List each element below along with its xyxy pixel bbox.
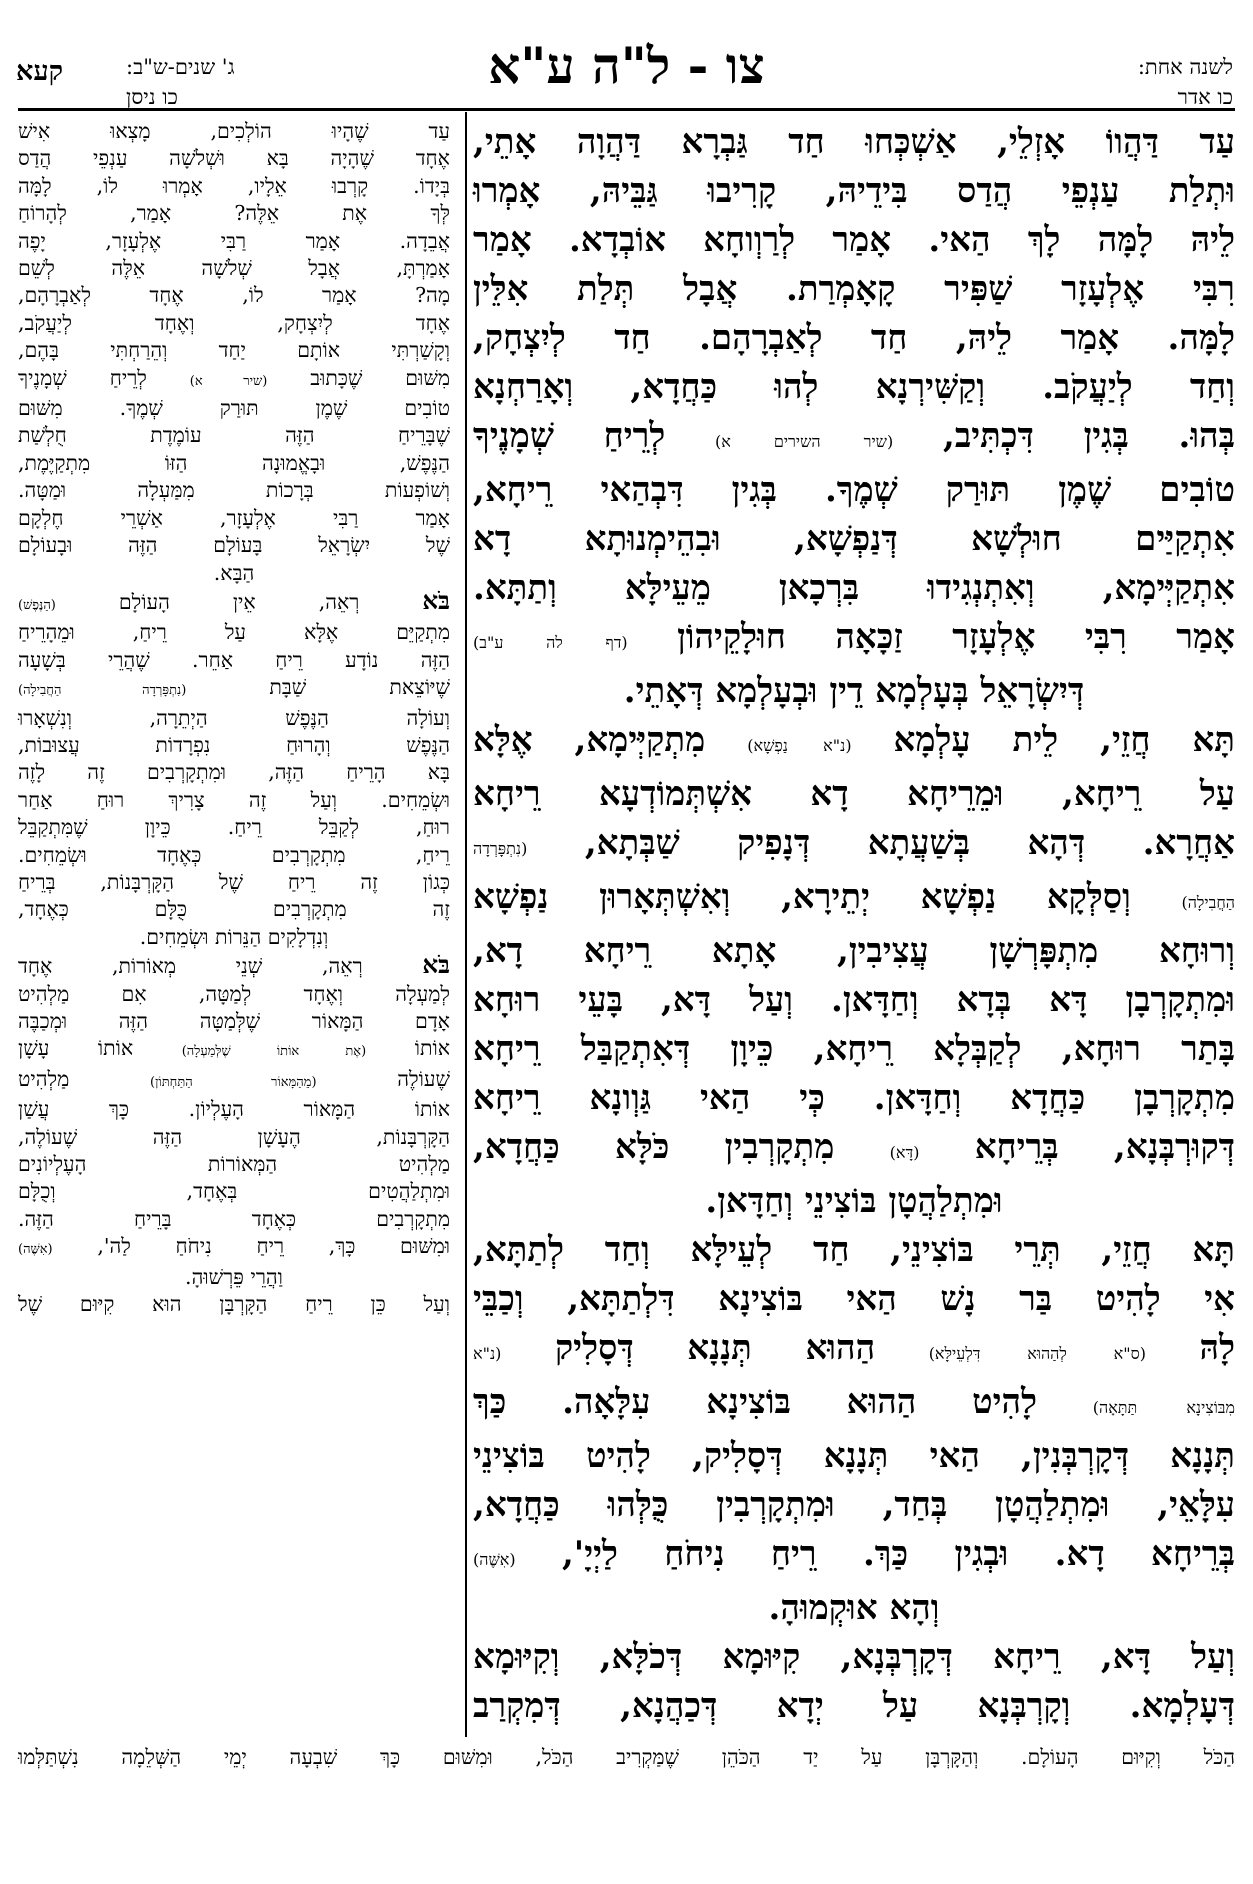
- translation-line: בֹּא רְאֵה, אֵין הָעוֹלָם (הַנֶּפֶשׁ): [18, 585, 450, 615]
- translation-line: זֶה מִתְקָרְבִים כֻּלָּם כְּאֶחָד,: [18, 897, 450, 922]
- text-line: דְּעָלְמָא. וְקָרְבְּנָא עַל יְדָא דְּכַהֲנָא, דְּמִקְרַב: [473, 1686, 1235, 1726]
- text-line: מִתְקָרְבָן כַּחֲדָא וְחַדָּאן. כְּי הַאי גַּוְונָא רֵיחָא: [473, 1078, 1235, 1118]
- one-year-label: לשנה אחת:: [1137, 55, 1233, 79]
- text-line: עִלָּאֵי, וּמִתְלַהֲטָן בְּחַד, וּמִתְקָרְבִין כֻּלְּהוּ כַּחֲדָא,: [473, 1485, 1235, 1525]
- translation-line: וְקָשַׁרְתִּי אוֹתָם יַחַד וְהֵרַחְתִּי בָּהֶם,: [18, 338, 450, 363]
- text-line: אִתְקַיַּים חוּלְשָׁא דְּנַפְשָׁא, וּבִהֵימְנוּתָא דָא: [473, 519, 1235, 559]
- text-line: וּתְלַת עַנְפֵי הֲדַס בִּידֵיהּ, קָרִיבוּ גַּבֵּיהּ, אָמְרוּ: [473, 171, 1235, 211]
- text-line: רִבִּי אֶלְעָזָר שַׁפִּיר קָאָמְרַת. אֲבָל תְּלַת אִלֵּין: [473, 269, 1235, 309]
- text-line: לָהּ (ס"א לְהַהוּא דִּלְעֵילָּא) הַהוּא תְּנָנָא דְּסָלִיק (נ"א: [473, 1328, 1235, 1368]
- translation-line: שֶׁעוֹלֶה (מֵהַמָּאוֹר הַתַּחְתּוֹן) מַלְהִיט: [18, 1066, 450, 1091]
- translation-line: הַבָּא.: [213, 560, 255, 585]
- translation-line: אָדָם הַמָּאוֹר שֶׁלְּמַטָּה הַזֶּה וּמְכַבֶּה: [18, 1009, 450, 1033]
- page-number: קעא: [16, 56, 64, 87]
- citation-note: (אִשֶּׁה): [473, 1550, 516, 1569]
- translation-line: וְעוֹלָה הַנֶּפֶשׁ הַיְתֵרָה, וְנִשְׁאָרוּ: [18, 705, 450, 730]
- three-year-label: ג' שנים-ש"ב:: [126, 55, 235, 79]
- text-line: בְּהוּ. בְּגִין דִּכְתִּיב, (שיר השירים א) לְרֵיחַ שְׁמָנֶיךָ: [473, 416, 1235, 456]
- text-line: אָמַר רִבִּי אֶלְעָזָר זַכָּאָה חוּלָקֵיהוֹן (דף לה ע"ב): [473, 617, 1235, 657]
- citation-note: (שיר א): [189, 373, 268, 389]
- text-line: לָמָּה. אָמַר לֵיהּ, חַד לְאַבְרָהָם. חַד לְיִצְחָק,: [473, 318, 1235, 358]
- text-line: עַל רֵיחָא, וּמֵרֵיחָא דָא אִשְׁתְּמוֹדְעָא רֵיחָא: [473, 774, 1235, 814]
- citation-note: (שיר השירים א): [715, 432, 894, 451]
- citation-note: (נִתְפָּרְדָה: [473, 839, 528, 858]
- page-title: צו - ל"ה ע"א: [488, 36, 765, 95]
- translation-line: אוֹתוֹ הַמָּאוֹר הָעֶלְיוֹן. כָּךְ עֲשַׁן: [18, 1097, 450, 1122]
- translation-line: וְעַל כֵּן רֵיחַ הַקָּרְבָּן הוּא קִיּוּם שֶׁל: [18, 1292, 450, 1317]
- text-line: וּמִתְלַהֲטָן בּוֹצִינֵי וְחַדָּאן.: [705, 1181, 1003, 1221]
- translation-line: אֲבֵדָה. אָמַר רַבִּי אֶלְעָזָר, יָפֶה: [18, 228, 450, 253]
- translation-line: מַלְהִיט הַמְּאוֹרוֹת הָעֶלְיוֹנִים: [18, 1152, 450, 1177]
- translation-line: לְּךָ אֶת אֵלֶּה? אָמַר, לְהָרוֹחַ: [18, 201, 450, 226]
- opening-word: בֹּא: [422, 585, 450, 615]
- text-line: דְּקוּרְבְּנָא, בְּרֵיחָא (דָּא) מִתְקָרְבִין כֹּלָּא כַּחֲדָא,: [473, 1127, 1235, 1167]
- text-line: הַחֲבִילָה) וְסַלְּקָא נַפְשָׁא יְתֵירָא, וְאִשְׁתְּאָרוּן נַפְשָׁא: [473, 877, 1235, 917]
- citation-note: (נ"א: [473, 1344, 502, 1363]
- text-line: בְּרֵיחָא דָא. וּבְגִין כַּךְ. רֵיחַ נִיחֹחַ לַיְיָ', (אִשֶּׁה): [473, 1534, 1235, 1574]
- text-line: עַד דַּהֲווֹ אָזְלֵי, אַשְׁכְּחוּ חַד גַּבְרָא דַּהֲוָה אָתֵי,: [473, 122, 1235, 162]
- text-line: לֵיהּ לָמָּה לָךְ הַאי. אָמַר לְרַוְוחָא אוֹבְדָא. אָמַר: [473, 220, 1235, 260]
- text-line: וְחַד לְיַעֲקֹב. וְקַשִּׁירְנָא לְהוּ כַּחֲדָא, וְאָרַחְנָא: [473, 367, 1235, 407]
- text-line: אַחֲרָא. דְּהָא בְּשַׁעֲתָא דְּנָפִיק שַׁבְּתָא, (נִתְפָּרְדָה: [473, 823, 1235, 863]
- opening-word: בֹּא: [422, 950, 450, 980]
- translation-line: וּמִתְלַהֲטִים בְּאֶחָד, וְכֻלָּם: [18, 1179, 450, 1204]
- text-line: תָּא חֲזֵי, לֵית עָלְמָא (נ"א נַפְשָׁא) מִתְקַיְּימָא, אֶלָּא: [473, 720, 1236, 760]
- column-divider: [465, 112, 467, 1737]
- hebrew-translation-column: [18, 118, 450, 1318]
- header-rule: [18, 108, 1235, 111]
- text-line: וּמִתְקָרְבָן דָּא בְּדָא וְחַדָּאן. וְעַל דָּא, בָּעֵי רוּחָא: [473, 980, 1235, 1020]
- text-line: אִי לָהִיט בַּר נָשׁ הַאי בּוֹצִינָא דִּלְתַתָּא, וְכַבֵּי: [473, 1279, 1235, 1319]
- citation-note: (דף לה ע"ב): [473, 633, 628, 652]
- translation-line: הַנֶּפֶשׁ, וּבָאֱמוּנָה הַזּוֹ מִתְקַיֶּמֶת,: [18, 450, 450, 475]
- citation-note: (הַנֶּפֶשׁ): [18, 597, 56, 613]
- translation-line: מִשּׁוּם שֶׁכָּתוּב (שיר א) לְרֵיחַ שְׁמָנֶיךָ: [18, 365, 450, 390]
- three-year-date: כו ניסן: [126, 85, 178, 109]
- translation-line: רוּחַ, לְקַבֵּל רֵיחַ. כֵּיוָן שֶׁמִּתְקַבֵּל: [18, 815, 450, 840]
- text-line: וְעַל דָּא, רֵיחָא דְּקָרְבְּנָא, קִיּוּמָא דְּכֹלָּא, וְקִיּוּמָא: [473, 1637, 1235, 1677]
- translation-line: וּשְׂמֵחִים. וְעַל זֶה צָרִיךְ רוּחַ אַחַר: [18, 787, 450, 812]
- translation-line: וּמִשּׁוּם כָּךְ, רֵיחַ נִיחֹחַ לַה', (אִשֶּׁה): [18, 1234, 450, 1259]
- citation-note: (דָּא): [889, 1143, 920, 1162]
- translation-line: טוֹבִים שֶׁמֶן תּוּרַק שְׁמֶךָ. מִשּׁוּם: [18, 396, 450, 421]
- translation-line: וְנִדְלָקִים הַנֵּרוֹת וּשְׂמֵחִים.: [139, 924, 329, 949]
- translation-line: אָמַר רַבִּי אֶלְעָזָר, אַשְׁרֵי חֶלְקָם: [18, 505, 450, 530]
- text-line: תְּנָנָא דְּקָרְבְּנִין, הַאי תְּנָנָא דְּסָלִיק, לָהִיט בּוֹצִינֵי: [473, 1436, 1235, 1476]
- three-year-block: [126, 52, 235, 112]
- translation-line: הַנֶּפֶשׁ וְהָרוּחַ נִפְרָדוֹת עֲצוּבוֹת,: [18, 732, 450, 757]
- citation-note: (נ"א נַפְשָׁא): [747, 736, 852, 755]
- text-line: דְּיִשְׂרָאֵל בְּעָלְמָא דֵין וּבְעָלְמָא דְּאָתֵי.: [623, 671, 1085, 711]
- footer-line: הַכֹּל וְקִיּוּם הָעוֹלָם. וְהַקָּרְבָּן עַל יַד הַכֹּהֵן שֶׁמַּקְרִיב הַכֹּל, וּמִשּׁוּם כָּךְ שִׁבְעָה יְמֵי הַשְּׁלֵמָה נִשְׁתַּלְּמוּ: [18, 1745, 1235, 1769]
- translation-line: אֶחָד לְיִצְחָק, וְאֶחָד לְיַעֲקֹב,: [18, 310, 450, 335]
- translation-line: וְשׁוֹפְעוֹת בְּרָכוֹת מִמַּעְלָה וּמַטָּה.: [18, 478, 450, 503]
- translation-line: שֶׁיּוֹצֵאת שַׁבָּת (נִתְפָּרְדָה הַחֲבִילָה): [18, 675, 451, 700]
- translation-line: בָּא הָרֵיחַ הַזֶּה, וּמִתְקָרְבִים זֶה לָזֶה: [18, 760, 450, 785]
- text-line: תָּא חֲזֵי, תְּרֵי בּוֹצִינֵי, חַד לְעֵילָּא וְחַד לְתַתָּא,: [473, 1230, 1235, 1270]
- citation-note: (אֶת אוֹתוֹ שֶׁלְּמַעְלָה): [181, 1044, 367, 1060]
- text-line: בָּתַר רוּחָא, לְקַבְּלָא רֵיחָא, כֵּיוָן דְּאִתְקַבַּל רֵיחָא: [473, 1029, 1235, 1069]
- text-line: טוֹבִים שֶׁמֶן תּוּרַק שְׁמֶךָ. בְּגִין דִּבְהַאי רֵיחָא,: [473, 470, 1235, 510]
- translation-line: הַזֶּה נוֹדָע רֵיחַ אַחֵר. שֶׁהֲרֵי בְּשָׁעָה: [18, 647, 450, 672]
- citation-note: (ס"א לְהַהוּא דִּלְעֵילָּא): [928, 1344, 1146, 1363]
- translation-line: אוֹתוֹ (אֶת אוֹתוֹ שֶׁלְּמַעְלָה) אוֹתוֹ עָשָׁן: [18, 1036, 450, 1061]
- translation-line: הַקָּרְבָּנוֹת, הֶעָשָׁן הַזֶּה שֶׁעוֹלֶה,: [18, 1124, 450, 1149]
- translation-line: מָה? אָמַר לוֹ, אֶחָד לְאַבְרָהָם,: [18, 283, 450, 308]
- translation-line: בֹּא רְאֵה, שְׁנֵי מְאוֹרוֹת, אֶחָד: [18, 950, 450, 980]
- citation-note: מִבּוֹצִינָא תַּתָּאָה): [1092, 1398, 1235, 1417]
- translation-line: רֵיחַ, מִתְקָרְבִים כְּאֶחָד וּשְׂמֵחִים.: [18, 842, 450, 867]
- translation-line: אָמַרְתָּ, אֲבָל שְׁלֹשָׁה אֵלֶּה לְשֵׁם: [18, 256, 450, 281]
- page-header: [0, 0, 1253, 110]
- text-line: מִבּוֹצִינָא תַּתָּאָה) לָהִיט הַהוּא בּוֹצִינָא עִלָּאָה. כַּךְ: [473, 1382, 1235, 1422]
- text-line: וְהָא אוּקְמוּהָ.: [768, 1588, 940, 1628]
- translation-line: מִתְקָרְבִים כְּאֶחָד בָּרֵיחַ הַזֶּה.: [18, 1206, 450, 1231]
- translation-line: לְמַעְלָה וְאֶחָד לְמַטָּה, אִם מַלְהִיט: [18, 981, 450, 1006]
- aramaic-text-column: [473, 118, 1235, 1731]
- translation-line: שֶׁל יִשְׂרָאֵל בָּעוֹלָם הַזֶּה וּבָעוֹלָם: [18, 533, 450, 558]
- translation-line: עַד שֶׁהָיוּ הוֹלְכִים, מָצְאוּ אִישׁ: [18, 119, 450, 143]
- citation-note: הַחֲבִילָה): [1181, 893, 1235, 912]
- text-line: אִתְקַיְּימָא, וְאִתְנְגִידוּ בִּרְכָאן מֵעֵילָּא וְתַתָּא.: [473, 568, 1235, 608]
- translation-line: כְּגוֹן זֶה רֵיחַ שֶׁל הַקָּרְבָּנוֹת, בְּרֵיחַ: [18, 869, 450, 894]
- citation-note: (נִתְפָּרְדָה הַחֲבִילָה): [18, 683, 187, 699]
- translation-line: בְּיָדוֹ. קָרְבוּ אֵלָיו, אָמְרוּ לוֹ, לָמָּה: [18, 173, 450, 198]
- translation-line: שֶׁבָּרֵיחַ הַזֶּה עוֹמֶדֶת חֻלְשַׁת: [18, 423, 450, 448]
- translation-line: אֶחָד שֶׁהָיָה בָּא וּשְׁלֹשָׁה עַנְפֵי הֲדַס: [18, 146, 450, 171]
- text-line: וְרוּחָא מִתְפָּרְשָׁן עֲצִיבִין, אָתָא רֵיחָא דָא,: [473, 931, 1235, 971]
- translation-line: מִתְקַיֵּם אֶלָּא עַל רֵיחַ, וּמֵהָרֵיחַ: [18, 620, 450, 645]
- citation-note: (אִשֶּׁה): [18, 1242, 53, 1258]
- one-year-date: כו אדר: [1177, 85, 1233, 109]
- citation-note: (מֵהַמָּאוֹר הַתַּחְתּוֹן): [150, 1074, 317, 1090]
- translation-line: וַהֲרֵי פֵּרְשׁוּהָ.: [185, 1264, 283, 1289]
